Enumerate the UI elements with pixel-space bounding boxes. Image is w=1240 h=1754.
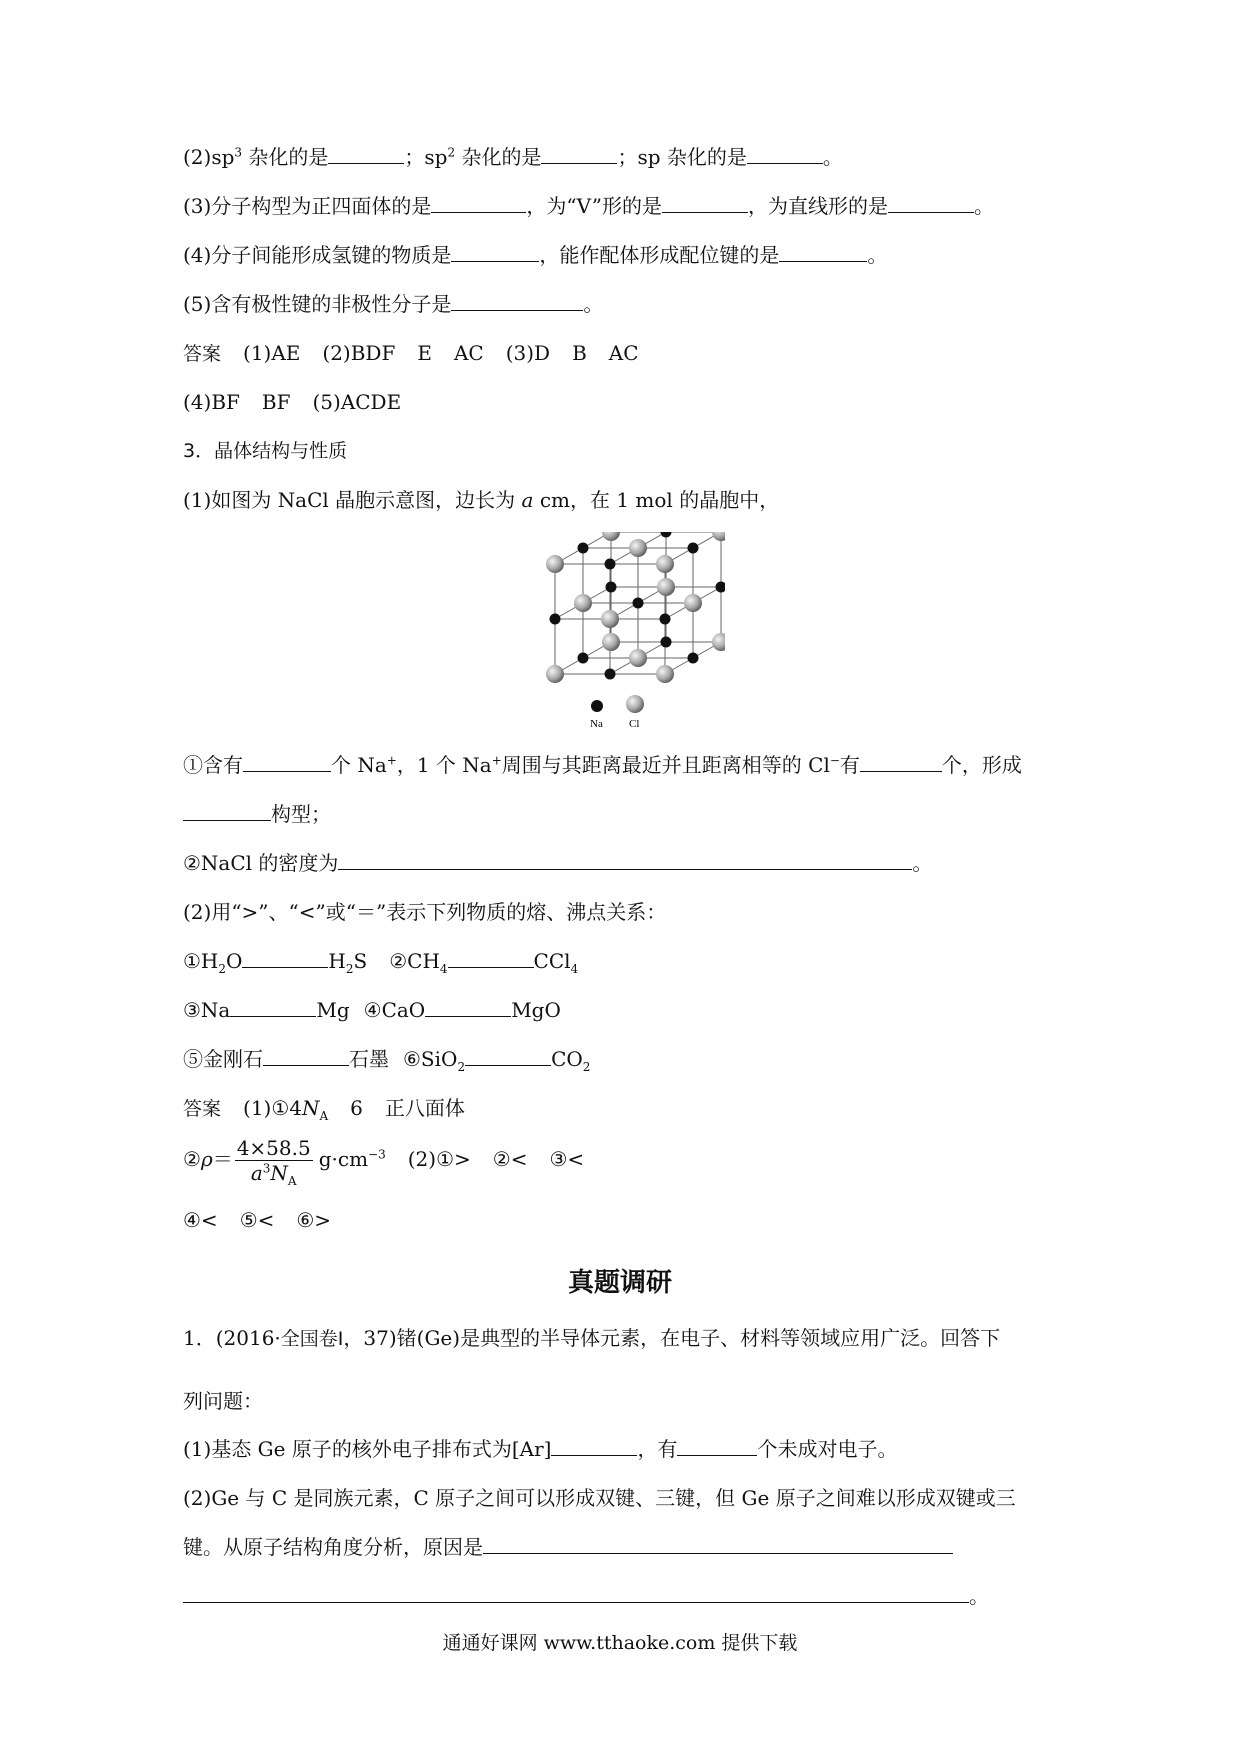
question-3-1-i-cont: 构型； <box>183 799 331 829</box>
cl-ion <box>629 539 647 557</box>
answer-blank[interactable] <box>779 243 867 262</box>
section-title: 真题调研 <box>567 1268 672 1298</box>
answer-3-density: ②ρ＝ $\frac{4\times 58.5}{a^3N_A}$ $g\cdot cm^{-3}$ (2)①> ②< ③< <box>183 1136 585 1188</box>
answer-blank[interactable] <box>230 998 316 1017</box>
question-3-2-row2: ③Na Mg ④CaO MgO <box>183 998 561 1022</box>
answer-blank[interactable] <box>860 753 942 772</box>
answer-blank[interactable] <box>747 145 823 164</box>
question-3-2-row1: $①H_2O$ $H_2S$ $②CH_4$ CCl$_4$ <box>183 949 579 976</box>
cl-ion <box>601 610 619 628</box>
nacl-unit-cell-diagram <box>535 532 725 732</box>
cl-ion <box>712 532 725 541</box>
na-ion <box>606 582 617 593</box>
answer-blank[interactable] <box>677 1437 757 1456</box>
legend-cl-label: Cl <box>629 718 640 730</box>
answer-blank[interactable] <box>451 243 539 262</box>
cl-ion <box>712 633 725 651</box>
exam-question-1-2-cont: 键。从原子结构角度分析，原因是 <box>183 1532 953 1562</box>
section-3-heading: 3．晶体结构与性质 <box>183 440 348 462</box>
na-ion <box>605 559 616 570</box>
exam-question-1-2: (2)Ge 与 C 是同族元素，C 原子之间可以形成双键、三键，但 Ge 原子之间难以形成双键或三 <box>183 1486 1016 1510</box>
answer-blank[interactable] <box>263 1047 349 1066</box>
question-2-2: $(2)sp^3$ 杂化的是 ；$sp^2$ 杂化的是 ；sp 杂化的是 。 <box>183 145 843 169</box>
answer-blank[interactable] <box>888 194 974 213</box>
question-3-1-i: ①含有 个 Na+，1 个 Na+周围与其距离最近并且距离相等的 Cl−有 个，形成 <box>183 753 1022 777</box>
question-3-1: (1)如图为 NaCl 晶胞示意图，边长为 a cm，在 1 mol 的晶胞中， <box>183 488 780 512</box>
answer-blank[interactable] <box>448 949 534 968</box>
exam-question-1-2-cont2: 。 <box>183 1581 989 1611</box>
cl-ion <box>629 649 647 667</box>
density-fraction: $\frac{4\times 58.5}{a^3N_A}$ <box>236 1136 311 1188</box>
question-2-4: (4)分子间能形成氢键的物质是 ，能作配体形成配位键的是 。 <box>183 243 888 267</box>
answer-blank[interactable] <box>183 1584 969 1603</box>
answer-blank[interactable] <box>662 194 748 213</box>
answer-blank[interactable] <box>483 1535 953 1554</box>
cl-ion <box>602 532 620 541</box>
na-ion <box>578 653 589 664</box>
exam-question-1: 1．(2016·全国卷Ⅰ，37)锗(Ge)是典型的半导体元素，在电子、材料等领域应用广泛。回答下 <box>183 1326 1001 1350</box>
answer-3: 答案 $(1)①4N_A$ 6 正八面体 <box>183 1096 465 1123</box>
question-2-3: (3)分子构型为正四面体的是 ，为“V”形的是 ，为直线形的是 。 <box>183 194 994 218</box>
exam-question-1-1: (1)基态 Ge 原子的核外电子排布式为[Ar] ，有 个未成对电子。 <box>183 1437 898 1461</box>
answer-blank[interactable] <box>328 145 404 164</box>
legend-cl-ball <box>626 695 644 713</box>
question-3-2-row3: ⑤金刚石 石墨 ⑥SiO$_2$ $CO_2$ <box>183 1047 591 1074</box>
answer-2-cont: (4)BF BF (5)ACDE <box>183 390 402 414</box>
na-ion <box>688 653 699 664</box>
na-ion <box>661 637 672 648</box>
answer-3-cont: ④< ⑤< ⑥> <box>183 1208 332 1232</box>
cl-ion <box>656 555 674 573</box>
legend-na-label: Na <box>590 718 603 730</box>
footer-watermark: 通通好课网 www.tthaoke.com 提供下载 <box>442 1632 798 1654</box>
cl-ion <box>574 594 592 612</box>
answer-blank[interactable] <box>242 949 328 968</box>
answer-blank[interactable] <box>541 145 617 164</box>
answer-blank[interactable] <box>451 292 583 311</box>
answer-blank[interactable] <box>431 194 526 213</box>
question-2-5: (5)含有极性键的非极性分子是 。 <box>183 292 604 316</box>
cl-ion <box>656 665 674 683</box>
na-ion <box>550 614 561 625</box>
answer-blank[interactable] <box>551 1437 637 1456</box>
na-ion <box>633 598 644 609</box>
question-3-2: (2)用“>”、“<”或“＝”表示下列物质的熔、沸点关系： <box>183 900 667 924</box>
answer-blank[interactable] <box>243 753 331 772</box>
answer-blank[interactable] <box>425 998 511 1017</box>
na-ion <box>716 582 726 593</box>
answer-blank[interactable] <box>338 851 912 870</box>
cl-ion <box>602 633 620 651</box>
cl-ion <box>657 578 675 596</box>
legend-na-dot <box>591 700 603 712</box>
na-ion <box>661 532 672 538</box>
lattice-atoms <box>546 532 725 683</box>
cl-ion <box>684 594 702 612</box>
na-ion <box>578 543 589 554</box>
na-ion <box>660 614 671 625</box>
cl-ion <box>546 665 564 683</box>
exam-question-1-cont: 列问题： <box>183 1389 263 1413</box>
answer-2: 答案 (1)AE (2)BDF E AC (3)D B AC <box>183 341 639 365</box>
question-3-1-ii: ②NaCl 的密度为 。 <box>183 851 933 875</box>
answer-blank[interactable] <box>465 1047 551 1066</box>
answer-blank[interactable] <box>183 802 271 821</box>
na-ion <box>605 669 616 680</box>
cl-ion <box>546 555 564 573</box>
na-ion <box>688 543 699 554</box>
